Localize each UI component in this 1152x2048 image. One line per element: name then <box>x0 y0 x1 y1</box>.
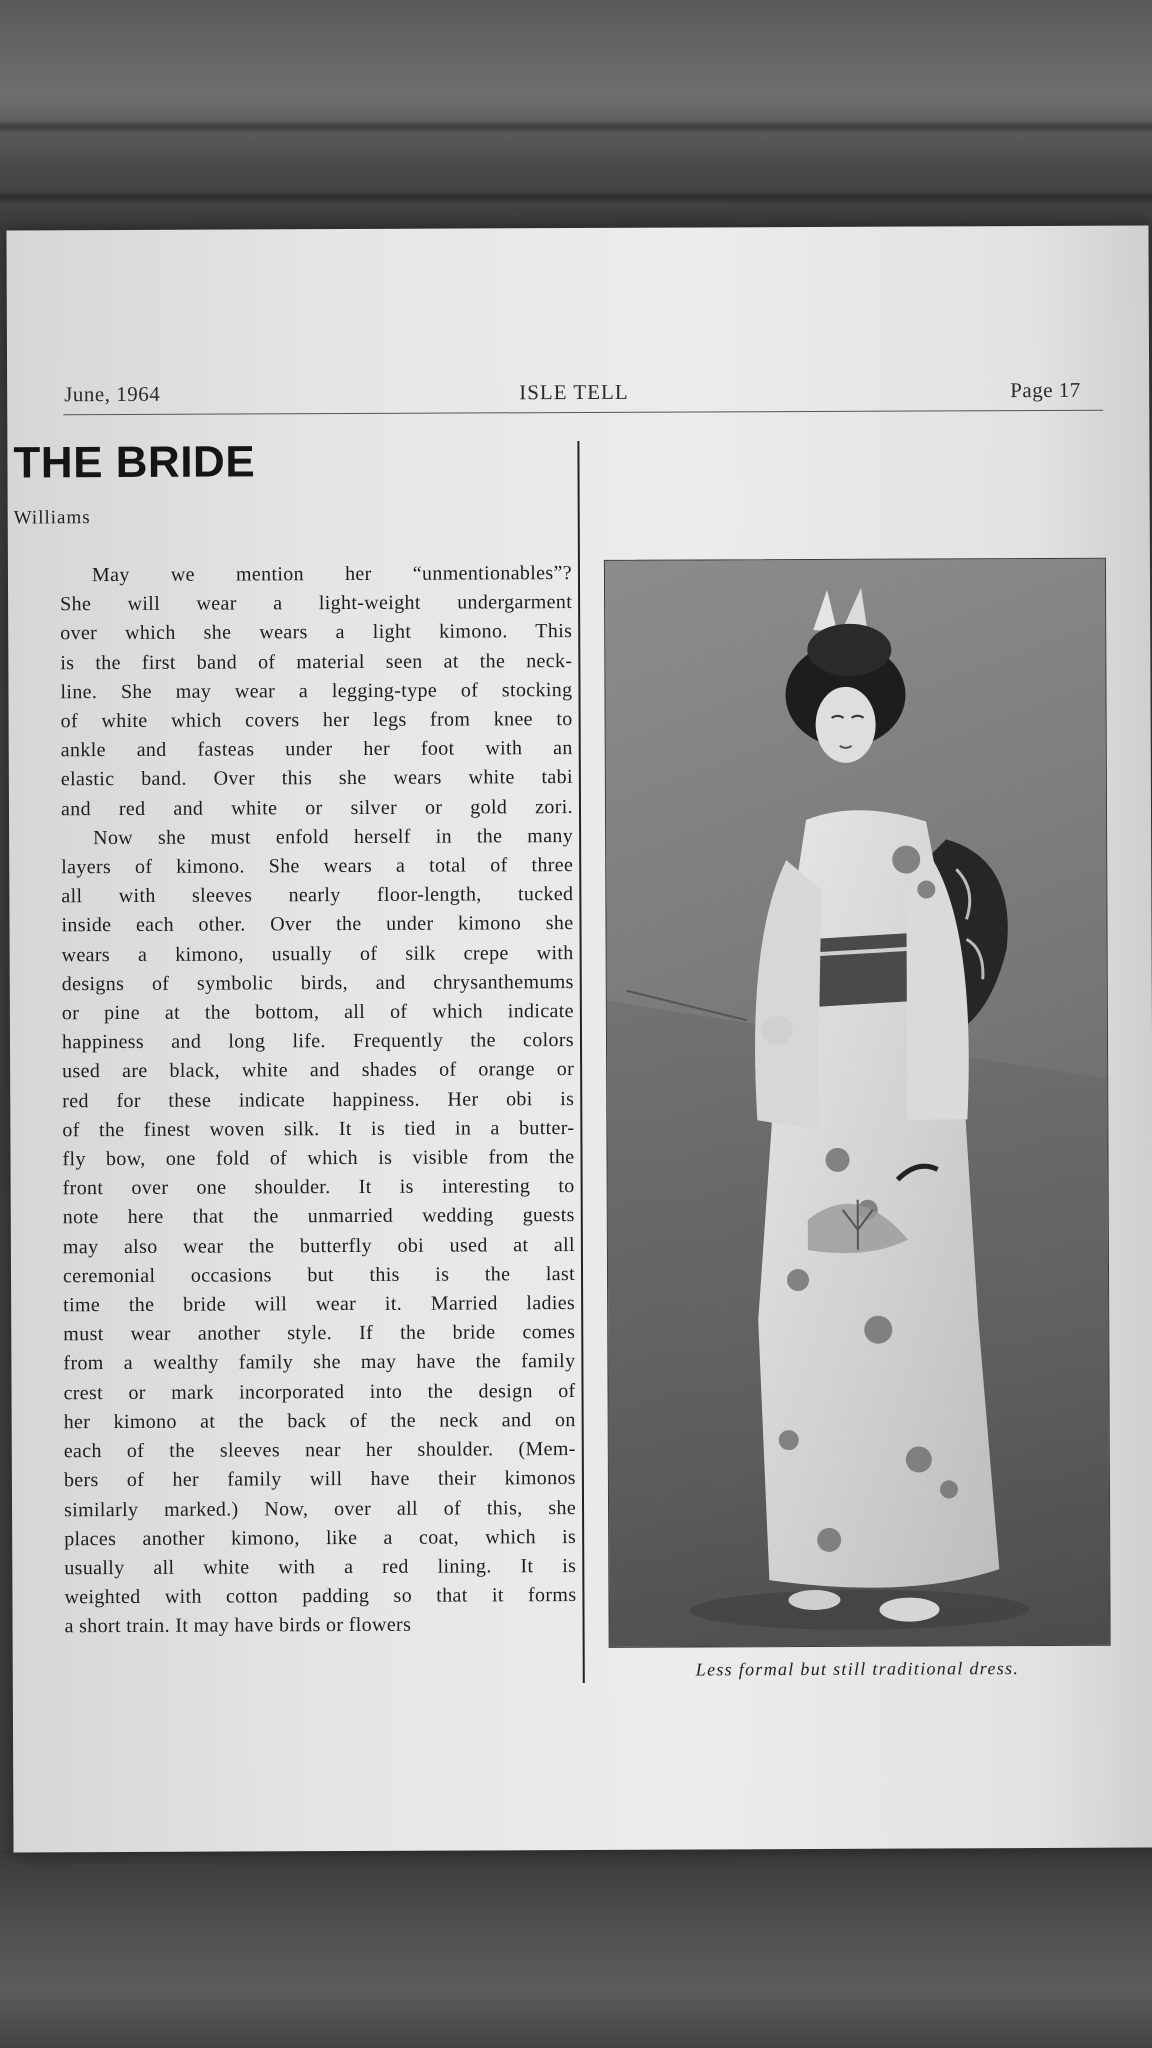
background-bottom <box>0 1850 1152 2048</box>
body-line: Now she must enfold herself in the many <box>93 824 574 849</box>
column-divider <box>577 441 584 1683</box>
magazine-page <box>6 226 1152 1853</box>
body-line: ceremonial occasions but this is the last <box>62 1262 576 1288</box>
body-line: her kimono at the back of the neck and on <box>63 1408 576 1434</box>
byline-text: Williams <box>13 507 91 529</box>
article-byline <box>4 507 91 529</box>
kimono-figure-illustration <box>605 559 1110 1647</box>
body-line: all with sleeves nearly floor-length, tucked <box>61 883 574 908</box>
body-line: layers of kimono. She wears a total of three <box>61 854 574 879</box>
body-line: line. She may wear a legging-type of stocking <box>60 678 573 704</box>
body-line: happiness and long life. Frequently the colors <box>61 1029 575 1054</box>
body-line: time the bride will wear it. Married ladies <box>63 1292 576 1317</box>
header-date: June, 1964 <box>64 381 161 407</box>
body-line: May we mention her “unmentionables”? <box>91 562 573 587</box>
body-line: over which she wears a light kimono. This <box>60 620 573 645</box>
background-shelf-edge <box>0 120 1152 134</box>
article-body <box>60 559 577 1642</box>
body-line: designs of symbolic birds, and chrysanthemums <box>61 970 574 996</box>
header-publication: ISLE TELL <box>519 379 629 405</box>
body-line: bers of her family will have their kimonos <box>63 1467 576 1492</box>
header-rule <box>63 410 1103 416</box>
body-line: must wear another style. If the bride comes <box>63 1321 576 1346</box>
body-line: places another kimono, like a coat, which is <box>64 1525 577 1550</box>
body-line: used are black, white and shades of orange or <box>62 1058 575 1083</box>
background-shelf-edge <box>0 190 1152 204</box>
header-page-number: Page 17 <box>1010 377 1081 403</box>
body-line: similarly marked.) Now, over all of this, she <box>64 1496 577 1521</box>
body-line: ankle and fasteas under her foot with an <box>60 737 573 762</box>
body-line: each of the sleeves near her shoulder. (Mem- <box>63 1438 576 1463</box>
body-line: may also wear the butterfly obi used at all <box>62 1233 575 1258</box>
article-title-text: THE BRIDE <box>13 437 256 488</box>
article-title <box>5 437 255 488</box>
background-top <box>0 0 1152 235</box>
body-line: and red and white or silver or gold zori. <box>60 795 574 820</box>
body-line: of the finest woven silk. It is tied in a butter- <box>62 1116 575 1142</box>
body-line: or pine at the bottom, all of which indicate <box>61 1000 574 1025</box>
body-line: weighted with cotton padding so that it forms <box>64 1584 577 1609</box>
body-line: wears a kimono, usually of silk crepe with <box>61 941 574 966</box>
kimono-photo <box>604 558 1111 1648</box>
body-line: elastic band. Over this she wears white tabi <box>60 766 573 791</box>
photo-caption: Less formal but still traditional dress. <box>695 1658 1020 1680</box>
body-line: fly bow, one fold of which is visible from the <box>62 1146 575 1171</box>
body-line: usually all white with a red lining. It is <box>64 1554 577 1580</box>
body-line: note here that the unmarried wedding guests <box>62 1204 575 1229</box>
body-line: She will wear a light-weight undergarment <box>60 591 573 616</box>
body-line: front over one shoulder. It is interesting to <box>62 1175 575 1200</box>
body-line: is the first band of material seen at the neck- <box>60 649 573 674</box>
body-line: inside each other. Over the under kimono she <box>61 912 574 937</box>
body-line: red for these indicate happiness. Her obi is <box>62 1087 575 1112</box>
body-line: a short train. It may have birds or flowers <box>64 1614 412 1638</box>
body-line: of white which covers her legs from knee to <box>60 708 573 733</box>
body-line: crest or mark incorporated into the design of <box>63 1379 576 1404</box>
body-line: from a wealthy family she may have the family <box>63 1350 576 1375</box>
